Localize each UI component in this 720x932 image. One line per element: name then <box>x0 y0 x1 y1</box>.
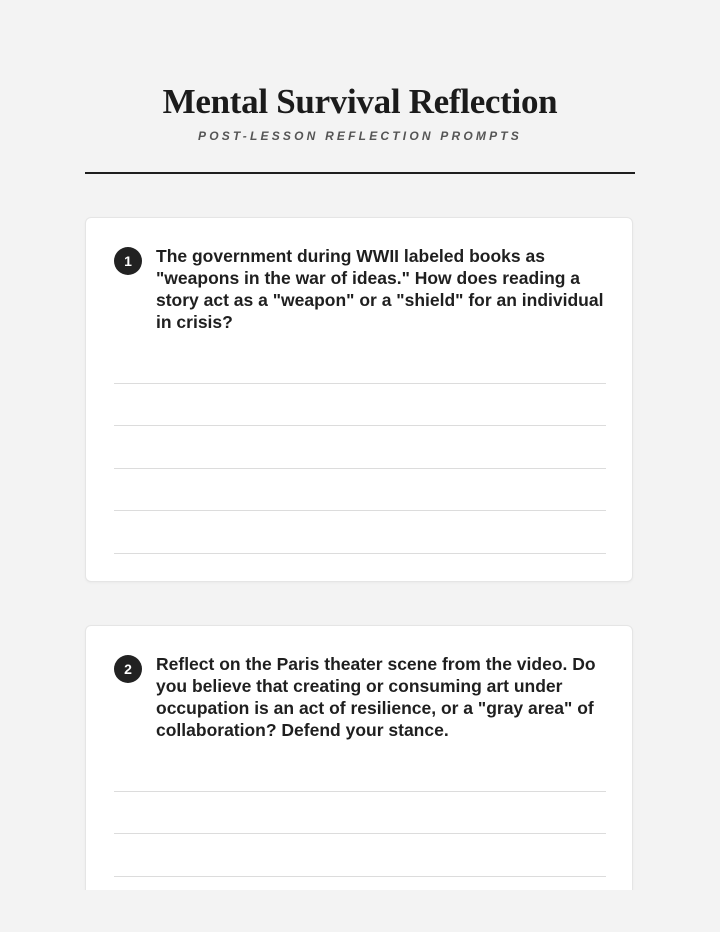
prompt-number-badge: 2 <box>114 655 142 683</box>
answer-line[interactable] <box>114 833 606 834</box>
prompt-text: The government during WWII labeled books as "weapons in the war of ideas." How does reading a story act as a "weapon" or a "shield" for an individual in crisis? <box>156 246 604 332</box>
answer-line[interactable] <box>114 468 606 469</box>
answer-line[interactable] <box>114 791 606 792</box>
page-title: Mental Survival Reflection <box>162 82 558 121</box>
header-divider <box>85 172 635 174</box>
page-header <box>0 78 720 144</box>
page-bottom-margin <box>0 890 720 932</box>
prompt-number-badge: 1 <box>114 247 142 275</box>
prompt-card-2 <box>85 625 633 915</box>
answer-line[interactable] <box>114 425 606 426</box>
answer-line[interactable] <box>114 876 606 877</box>
prompt-text: Reflect on the Paris theater scene from the video. Do you believe that creating or consuming art under occupation is an act of resilience, or a "gray area" of collaboration? Defend your stance. <box>156 654 596 740</box>
answer-line[interactable] <box>114 553 606 554</box>
answer-line[interactable] <box>114 510 606 511</box>
answer-line[interactable] <box>114 383 606 384</box>
prompt-card-1 <box>85 217 633 582</box>
page-subtitle: POST-LESSON REFLECTION PROMPTS <box>197 129 523 143</box>
